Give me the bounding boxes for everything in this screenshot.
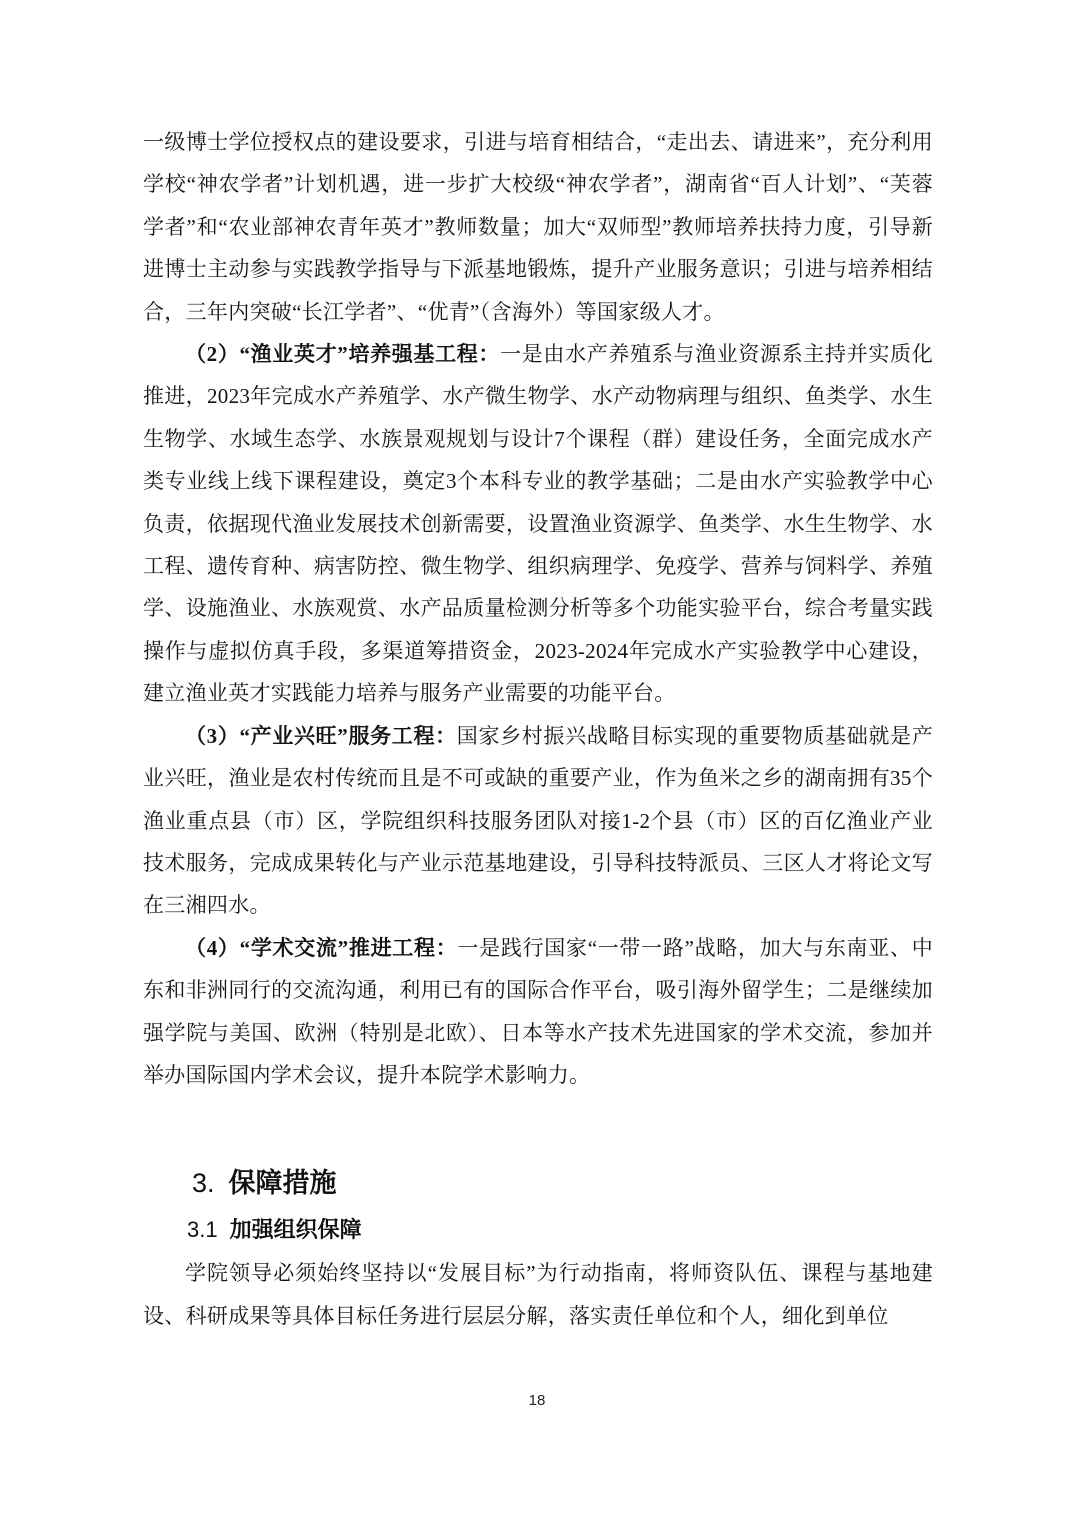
paragraph-lead-industry-service: （3）“产业兴旺”服务工程： xyxy=(185,723,457,748)
paragraph-lead-academic-exchange: （4）“学术交流”推进工程： xyxy=(185,935,458,960)
sub-heading-title: 加强组织保障 xyxy=(229,1217,362,1243)
paragraph-text-fishery-talent: 一是由水产养殖系与渔业资源系主持并实质化推进，2023年完成水产养殖学、水产微生物学、水产动物病理与组织、鱼类学、水生生物学、水域生态学、水族景观规划与设计7个课程（群）建设任务，全面完成水产类专业线上线下课程建设，奠定3个本科专业的教学基础；二是由水产实验教学中心负责，依据现代渔业发展技术创新需要，设置渔业资源学、鱼类学、水生生物学、水工程、遗传育种、病害防控、微生物学、组织病理学、免疫学、营养与饲料学、养殖学、设施渔业、水族观赏、水产品质量检测分析等多个功能实验平台，综合考量实践操作与虚拟仿真手段，多渠道筹措资金，2023-2024年完成水产实验教学中心建设，建立渔业英才实践能力培养与服务产业需要的功能平台。 xyxy=(143,342,933,706)
paragraph-industry-service-project xyxy=(143,715,933,927)
section-heading-number: 3. xyxy=(192,1168,215,1199)
section-heading-safeguards xyxy=(192,1163,933,1203)
paragraph-academic-exchange-project xyxy=(143,927,933,1097)
sub-heading-organizational-safeguard xyxy=(187,1213,933,1247)
paragraph-talent-intro: 一级博士学位授权点的建设要求，引进与培育相结合，“走出去、请进来”，充分利用学校“神农学者”计划机遇，进一步扩大校级“神农学者”，湖南省“百人计划”、“芙蓉学者”和“农业部神农青年英才”教师数量；加大“双师型”教师培养扶持力度，引导新进博士主动参与实践教学指导与下派基地锻炼，提升产业服务意识；引进与培养相结合，三年内突破“长江学者”、“优青”（含海外）等国家级人才。 xyxy=(143,130,933,324)
sub-heading-number: 3.1 xyxy=(187,1217,218,1243)
document-content xyxy=(143,121,933,1337)
paragraph-lead-fishery-talent: （2）“渔业英才”培养强基工程： xyxy=(185,342,501,367)
paragraph-fishery-talent-project xyxy=(143,333,933,715)
section-heading-title: 保障措施 xyxy=(228,1168,337,1199)
paragraph-text-industry-service: 国家乡村振兴战略目标实现的重要物质基础就是产业兴旺，渔业是农村传统而且是不可或缺的重要产业，作为鱼米之乡的湖南拥有35个渔业重点县（市）区，学院组织科技服务团队对接1-2个县（市）区的百亿渔业产业技术服务，完成成果转化与产业示范基地建设，引导科技特派员、三区人才将论文写在三湘四水。 xyxy=(143,723,933,918)
paragraph-text-academic-exchange: 一是践行国家“一带一路”战略，加大与东南亚、中东和非洲同行的交流沟通，利用已有的国际合作平台，吸引海外留学生；二是继续加强学院与美国、欧洲（特别是北欧）、日本等水产技术先进国家的学术交流，参加并举办国际国内学术会议，提升本院学术影响力。 xyxy=(143,935,933,1087)
page-number: 18 xyxy=(528,1392,546,1409)
paragraph-leadership-goals: 学院领导必须始终坚持以“发展目标”为行动指南，将师资队伍、课程与基地建设、科研成果等具体目标任务进行层层分解，落实责任单位和个人，细化到单位 xyxy=(143,1261,933,1328)
